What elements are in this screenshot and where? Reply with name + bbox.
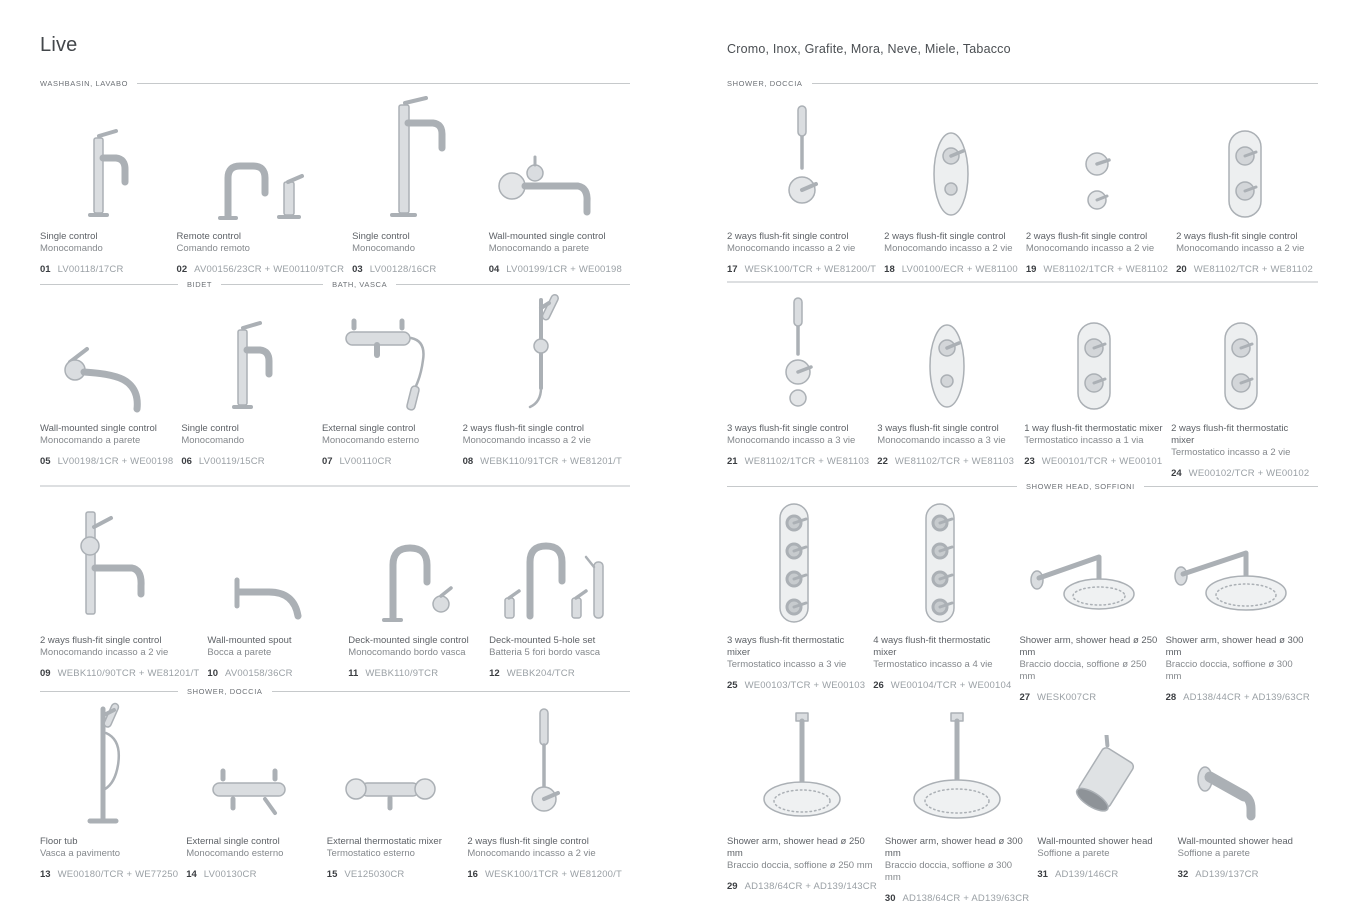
product-desc-en: Wall-mounted single control xyxy=(488,231,606,242)
section-rule xyxy=(40,284,178,285)
product-desc-it: Monocomando bordo vasca xyxy=(348,647,466,658)
product-code: AD138/64CR + AD139/63CR xyxy=(902,893,1030,904)
wall-mixer-plate-icon xyxy=(489,94,622,222)
product-card xyxy=(177,94,353,275)
product-code: LV00118/17CR xyxy=(57,264,124,275)
product-row-3 xyxy=(727,498,1318,703)
product-desc-en: 2 ways flush-fit single control xyxy=(467,836,589,847)
product-code: AV00156/23CR + WE00110/9TCR xyxy=(194,264,345,275)
product-desc-en: Shower arm, shower head ø 300 mm xyxy=(1165,635,1304,658)
product-card xyxy=(463,296,630,467)
product-desc-en: Single control xyxy=(40,231,98,242)
page-title: Live xyxy=(40,34,78,56)
product-desc-en: Floor tub xyxy=(40,836,78,847)
product-number: 21 xyxy=(727,456,738,467)
product-card xyxy=(727,94,884,275)
product-card xyxy=(1019,498,1165,703)
product-code: WE81102/TCR + WE81102 xyxy=(1193,264,1313,275)
basin-mixer-icon xyxy=(181,296,314,414)
product-card xyxy=(884,94,1026,275)
product-card xyxy=(207,498,348,679)
product-card xyxy=(727,703,885,904)
product-desc-en: External thermostatic mixer xyxy=(326,836,442,847)
section-header-shower-head xyxy=(727,481,1318,491)
section-label: SHOWER HEAD, SOFFIONI xyxy=(1026,481,1135,491)
floor-column-icon xyxy=(40,703,178,827)
product-number: 05 xyxy=(40,456,51,467)
product-code: LV00110CR xyxy=(339,456,392,467)
product-card xyxy=(877,296,1024,479)
product-code: WESK100/1TCR + WE81200/T xyxy=(484,869,622,880)
product-card xyxy=(727,498,873,703)
product-number: 25 xyxy=(727,680,738,691)
catalog-page-left xyxy=(40,0,630,904)
product-number: 32 xyxy=(1177,869,1189,880)
product-code: WEBK110/90TCR + WE81201/T xyxy=(57,668,200,679)
product-code: LV00128/16CR xyxy=(369,264,437,275)
product-code: LV00100/ECR + WE81100 xyxy=(901,264,1018,275)
product-card xyxy=(1178,703,1318,904)
section-rule xyxy=(727,486,1017,487)
product-card xyxy=(186,703,327,880)
product-desc-en: 2 ways flush-fit single control xyxy=(1025,231,1148,242)
product-desc-it: Monocomando incasso a 2 vie xyxy=(467,848,596,859)
section-rule xyxy=(221,284,323,285)
product-desc-it: Termostatico incasso a 1 via xyxy=(1024,435,1144,446)
product-code: LV00130CR xyxy=(203,869,257,880)
oval-plate-lever-icon xyxy=(884,94,1018,222)
section-rule xyxy=(40,691,178,692)
five-hole-set-icon xyxy=(489,498,622,626)
product-code: AD138/44CR + AD139/63CR xyxy=(1183,692,1310,703)
rod-plate-mixer-icon xyxy=(727,296,869,414)
product-card xyxy=(322,296,463,467)
product-code: AV00158/36CR xyxy=(225,668,293,679)
product-desc-en: Wall-mounted shower head xyxy=(1177,836,1293,847)
product-desc-it: Batteria 5 fori bordo vasca xyxy=(489,647,601,658)
product-code: WE81102/1TCR + WE81103 xyxy=(744,456,870,467)
section-label: BIDET xyxy=(187,279,213,289)
product-desc-it: Monocomando incasso a 2 vie xyxy=(727,243,856,254)
product-number: 22 xyxy=(877,456,888,467)
oval-plate-lever-icon xyxy=(877,296,1016,414)
product-row-3 xyxy=(40,498,630,679)
product-number: 01 xyxy=(40,264,51,275)
divider-rule xyxy=(40,485,630,487)
product-desc-it: Monocomando xyxy=(181,435,245,446)
oval-plate-2knob-icon xyxy=(1176,94,1313,222)
product-number: 12 xyxy=(489,668,500,679)
divider-rule xyxy=(727,281,1318,283)
product-card xyxy=(1166,498,1318,703)
product-desc-en: 3 ways flush-fit thermostatic mixer xyxy=(727,635,845,658)
product-row-4 xyxy=(40,703,630,880)
product-number: 16 xyxy=(467,869,478,880)
product-number: 14 xyxy=(186,869,197,880)
product-desc-en: 3 ways flush-fit single control xyxy=(877,423,999,434)
product-row-2 xyxy=(727,296,1318,479)
basin-mixer-icon xyxy=(40,94,169,222)
product-row-1 xyxy=(40,94,630,275)
product-desc-it: Monocomando esterno xyxy=(186,848,284,859)
product-desc-it: Braccio doccia, soffione ø 300 mm xyxy=(1165,659,1293,682)
product-desc-en: Deck-mounted single control xyxy=(348,635,469,646)
product-code: WEBK110/9TCR xyxy=(365,668,439,679)
product-code: LV00198/1CR + WE00198 xyxy=(57,456,174,467)
thermostatic-column-icon xyxy=(873,498,1011,626)
product-desc-it: Monocomando incasso a 3 vie xyxy=(727,435,856,446)
product-number: 10 xyxy=(207,668,218,679)
rod-mixer-icon xyxy=(467,703,622,827)
product-code: WE00101/TCR + WE00101 xyxy=(1041,456,1163,467)
section-label: SHOWER, DOCCIA xyxy=(727,78,803,88)
product-desc-it: Termostatico incasso a 3 vie xyxy=(727,659,847,670)
product-desc-it: Monocomando xyxy=(352,243,415,254)
product-desc-it: Termostatico incasso a 4 vie xyxy=(873,659,993,670)
product-card xyxy=(467,703,630,880)
product-number: 28 xyxy=(1165,692,1177,703)
product-desc-en: 2 ways flush-fit single control xyxy=(40,635,162,646)
product-card xyxy=(885,703,1037,904)
product-code: WE00103/TCR + WE00103 xyxy=(744,680,866,691)
two-knobs-icon xyxy=(1026,94,1168,222)
product-code: WE00104/TCR + WE00104 xyxy=(890,680,1012,691)
product-number: 17 xyxy=(727,264,738,275)
section-rule xyxy=(137,83,630,84)
product-desc-it: Braccio doccia, soffione ø 250 mm xyxy=(1019,659,1147,682)
finishes-title: Cromo, Inox, Grafite, Mora, Neve, Miele, Tabacco xyxy=(727,42,1011,56)
product-desc-en: External single control xyxy=(321,423,416,434)
wall-arm-head-icon xyxy=(1019,498,1157,626)
product-code: WESK007CR xyxy=(1037,692,1097,703)
product-desc-en: 2 ways flush-fit single control xyxy=(1176,231,1298,242)
product-code: WESK100/TCR + WE81200/T xyxy=(744,264,877,275)
product-desc-en: 3 ways flush-fit single control xyxy=(727,423,849,434)
cylinder-head-icon xyxy=(1037,703,1169,827)
product-card xyxy=(489,498,630,679)
product-desc-it: Comando remoto xyxy=(176,243,250,254)
product-desc-en: External single control xyxy=(186,836,280,847)
product-number: 11 xyxy=(348,668,359,679)
thermostatic-column-icon xyxy=(727,498,865,626)
product-desc-it: Monocomando incasso a 2 vie xyxy=(884,243,1013,254)
product-desc-it: Termostatico incasso a 2 vie xyxy=(1171,447,1291,458)
product-number: 02 xyxy=(176,264,188,275)
product-number: 29 xyxy=(727,881,738,892)
product-card xyxy=(40,94,177,275)
product-desc-en: Wall-mounted single control xyxy=(40,423,157,434)
product-number: 23 xyxy=(1024,456,1035,467)
product-number: 13 xyxy=(40,869,51,880)
product-code: WEBK110/91TCR + WE81201/T xyxy=(480,456,622,467)
section-header-shower xyxy=(727,78,1318,88)
section-label: WASHBASIN, LAVABO xyxy=(40,78,128,88)
product-card xyxy=(1024,296,1171,479)
product-desc-it: Monocomando xyxy=(40,243,103,254)
deck-arch-spout-icon xyxy=(348,498,481,626)
product-code: AD138/64CR + AD139/143CR xyxy=(744,881,877,892)
product-card xyxy=(1026,94,1176,275)
product-desc-en: Wall-mounted spout xyxy=(207,635,292,646)
product-number: 20 xyxy=(1176,264,1187,275)
wall-spout-icon xyxy=(207,498,340,626)
product-code: WEBK204/TCR xyxy=(506,668,575,679)
oval-plate-2knob-icon xyxy=(1171,296,1310,414)
remote-control-icon xyxy=(177,94,345,222)
product-code: AD139/137CR xyxy=(1195,869,1259,880)
rod-wall-mixer-icon xyxy=(40,498,199,626)
section-label: BATH, VASCA xyxy=(332,279,388,289)
shower-rail-handshower-icon xyxy=(463,296,622,414)
product-desc-it: Soffione a parete xyxy=(1037,848,1110,859)
product-desc-it: Braccio doccia, soffione ø 250 mm xyxy=(727,860,873,871)
product-number: 08 xyxy=(462,456,474,467)
product-desc-it: Monocomando incasso a 2 vie xyxy=(40,647,169,658)
product-number: 30 xyxy=(884,893,896,904)
product-desc-it: Monocomando incasso a 3 vie xyxy=(877,435,1006,446)
oval-plate-2knob-icon xyxy=(1024,296,1163,414)
product-code: LV00199/1CR + WE00198 xyxy=(506,264,622,275)
product-row-2 xyxy=(40,296,630,467)
external-thermostatic-icon xyxy=(327,703,460,827)
product-number: 09 xyxy=(40,668,51,679)
product-card xyxy=(352,94,489,275)
product-code: WE00180/TCR + WE77250 xyxy=(57,869,179,880)
product-card xyxy=(40,498,207,679)
product-card xyxy=(181,296,322,467)
product-row-1 xyxy=(727,94,1318,275)
product-desc-en: 2 ways flush-fit single control xyxy=(727,231,849,242)
product-desc-en: Shower arm, shower head ø 250 mm xyxy=(727,836,865,859)
product-desc-it: Monocomando a parete xyxy=(40,435,141,446)
product-code: WE81102/TCR + WE81103 xyxy=(894,456,1015,467)
product-code: VE125030CR xyxy=(344,869,405,880)
product-desc-en: 2 ways flush-fit single control xyxy=(884,231,1006,242)
product-desc-en: Deck-mounted 5-hole set xyxy=(489,635,596,646)
product-desc-it: Bocca a parete xyxy=(207,647,272,658)
product-desc-it: Soffione a parete xyxy=(1177,848,1250,859)
section-header-washbasin xyxy=(40,78,630,88)
product-number: 27 xyxy=(1019,692,1031,703)
rod-plate-mixer-icon xyxy=(727,94,876,222)
product-number: 07 xyxy=(321,456,333,467)
product-desc-en: Remote control xyxy=(176,231,241,242)
product-card xyxy=(40,703,186,880)
product-card xyxy=(727,296,877,479)
angled-head-icon xyxy=(1178,703,1310,827)
product-desc-en: 1 way flush-fit thermostatic mixer xyxy=(1024,423,1163,434)
section-rule xyxy=(396,284,630,285)
product-desc-it: Monocomando incasso a 2 vie xyxy=(1025,243,1155,254)
section-rule xyxy=(812,83,1319,84)
product-card xyxy=(1037,703,1177,904)
product-desc-it: Monocomando a parete xyxy=(488,243,590,254)
product-card xyxy=(327,703,468,880)
bath-external-mixer-icon xyxy=(322,296,455,414)
product-desc-it: Termostatico esterno xyxy=(326,848,415,859)
product-desc-it: Monocomando incasso a 2 vie xyxy=(1176,243,1305,254)
product-number: 24 xyxy=(1171,468,1182,479)
product-desc-en: 2 ways flush-fit thermostatic mixer xyxy=(1171,423,1289,446)
product-card xyxy=(1171,296,1318,479)
catalog-page-right xyxy=(727,0,1318,904)
product-desc-it: Braccio doccia, soffione ø 300 mm xyxy=(884,860,1013,883)
product-desc-en: Single control xyxy=(352,231,410,242)
tall-basin-mixer-icon xyxy=(352,94,481,222)
product-code: LV00119/15CR xyxy=(198,456,265,467)
product-number: 06 xyxy=(181,456,192,467)
product-number: 04 xyxy=(488,264,500,275)
product-number: 15 xyxy=(326,869,338,880)
section-label: SHOWER, DOCCIA xyxy=(187,686,263,696)
product-card xyxy=(40,296,181,467)
product-desc-it: Monocomando esterno xyxy=(321,435,420,446)
product-code: WE00102/TCR + WE00102 xyxy=(1188,468,1310,479)
product-card xyxy=(1176,94,1321,275)
product-code: AD139/146CR xyxy=(1054,869,1119,880)
product-desc-en: Shower arm, shower head ø 250 mm xyxy=(1019,635,1158,658)
section-rule xyxy=(1144,486,1318,487)
product-number: 19 xyxy=(1025,264,1037,275)
product-desc-en: Wall-mounted shower head xyxy=(1037,836,1153,847)
wall-mixer-lever-icon xyxy=(40,296,173,414)
product-desc-en: 4 ways flush-fit thermostatic mixer xyxy=(873,635,991,658)
ceiling-head-icon xyxy=(885,703,1029,827)
section-header-shower xyxy=(40,686,630,696)
product-desc-en: Shower arm, shower head ø 300 mm xyxy=(884,836,1023,859)
product-desc-en: 2 ways flush-fit single control xyxy=(462,423,585,434)
product-card xyxy=(489,94,630,275)
product-number: 18 xyxy=(884,264,895,275)
section-header-bidet-bath xyxy=(40,279,630,289)
product-card xyxy=(348,498,489,679)
ceiling-head-icon xyxy=(727,703,877,827)
product-code: WE81102/1TCR + WE81102 xyxy=(1043,264,1169,275)
product-number: 03 xyxy=(352,264,363,275)
product-desc-it: Monocomando incasso a 2 vie xyxy=(462,435,591,446)
product-number: 31 xyxy=(1037,869,1048,880)
product-desc-en: Single control xyxy=(181,423,239,434)
wall-arm-head-icon xyxy=(1166,498,1310,626)
product-card xyxy=(873,498,1019,703)
product-row-4 xyxy=(727,703,1318,904)
product-desc-it: Vasca a pavimento xyxy=(40,848,121,859)
product-number: 26 xyxy=(873,680,884,691)
section-rule xyxy=(272,691,631,692)
external-shower-mixer-icon xyxy=(186,703,319,827)
